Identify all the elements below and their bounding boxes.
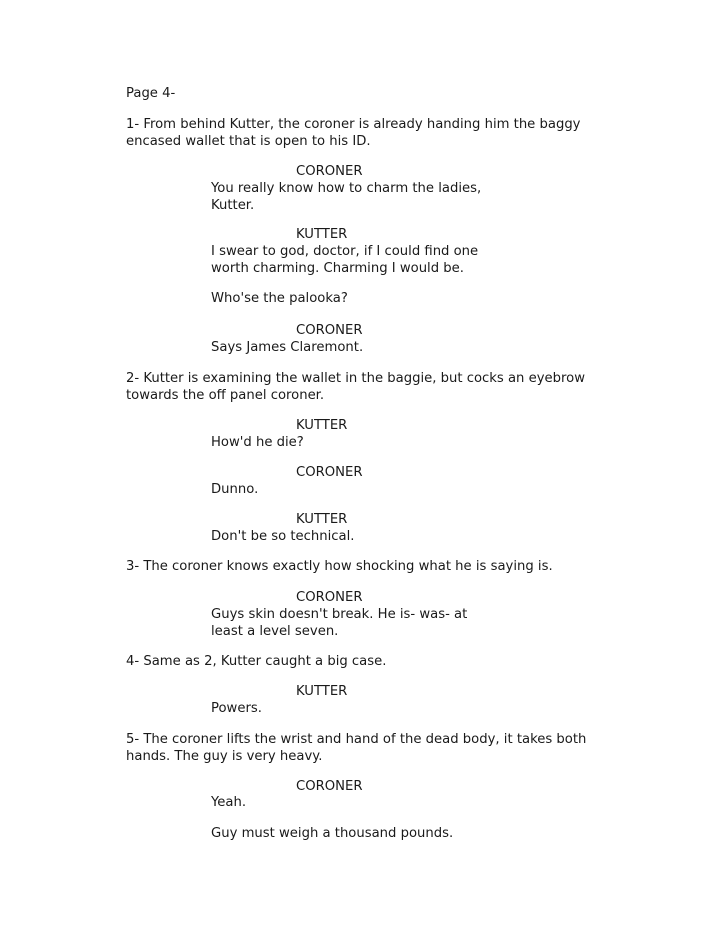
character-name: CORONER — [296, 465, 363, 480]
dialogue-line: Says James Claremont. — [211, 340, 364, 355]
character-name: CORONER — [296, 323, 363, 338]
dialogue-line: Powers. — [211, 701, 262, 716]
character-name: CORONER — [296, 590, 363, 605]
dialogue-line: You really know how to charm the ladies, — [211, 181, 482, 196]
action-panel-3 — [126, 558, 553, 575]
action-line: 4- Same as 2, Kutter caught a big case. — [126, 654, 387, 669]
character-name: KUTTER — [296, 684, 348, 699]
dialogue — [211, 825, 453, 842]
dialogue-line: worth charming. Charming I would be. — [211, 261, 464, 276]
dialogue-line: How'd he die? — [211, 435, 304, 450]
action-line: 2- Kutter is examining the wallet in the baggie, but cocks an eyebrow — [126, 371, 585, 386]
dialogue-line: Who'se the palooka? — [211, 291, 348, 306]
dialogue-line: least a level seven. — [211, 624, 339, 639]
dialogue — [211, 481, 258, 498]
dialogue — [211, 606, 467, 640]
action-panel-2 — [126, 370, 585, 404]
character-name: CORONER — [296, 779, 363, 794]
dialogue-line: Don't be so technical. — [211, 529, 355, 544]
dialogue — [211, 339, 363, 356]
page-label: Page 4- — [126, 86, 176, 101]
action-line: hands. The guy is very heavy. — [126, 749, 323, 764]
action-panel-1 — [126, 116, 581, 150]
dialogue-line: I swear to god, doctor, if I could find one — [211, 244, 479, 259]
action-line: towards the off panel coroner. — [126, 388, 325, 403]
character-name: KUTTER — [296, 512, 348, 527]
action-line: 3- The coroner knows exactly how shocking what he is saying is. — [126, 559, 553, 574]
action-line: encased wallet that is open to his ID. — [126, 134, 371, 149]
dialogue — [211, 290, 348, 307]
action-line: 1- From behind Kutter, the coroner is already handing him the baggy — [126, 117, 581, 132]
dialogue — [211, 700, 262, 717]
action-line: 5- The coroner lifts the wrist and hand of the dead body, it takes both — [126, 732, 587, 747]
dialogue-line: Guys skin doesn't break. He is- was- at — [211, 607, 468, 622]
dialogue — [211, 528, 354, 545]
character-name: CORONER — [296, 164, 363, 179]
dialogue — [211, 243, 478, 277]
action-panel-5 — [126, 731, 586, 765]
character-name: KUTTER — [296, 227, 348, 242]
dialogue-line: Yeah. — [211, 795, 247, 810]
dialogue-line: Dunno. — [211, 482, 259, 497]
dialogue — [211, 794, 246, 811]
dialogue — [211, 180, 481, 214]
dialogue-line: Kutter. — [211, 198, 255, 213]
character-name: KUTTER — [296, 418, 348, 433]
action-panel-4 — [126, 653, 386, 670]
dialogue — [211, 434, 304, 451]
dialogue-line: Guy must weigh a thousand pounds. — [211, 826, 454, 841]
